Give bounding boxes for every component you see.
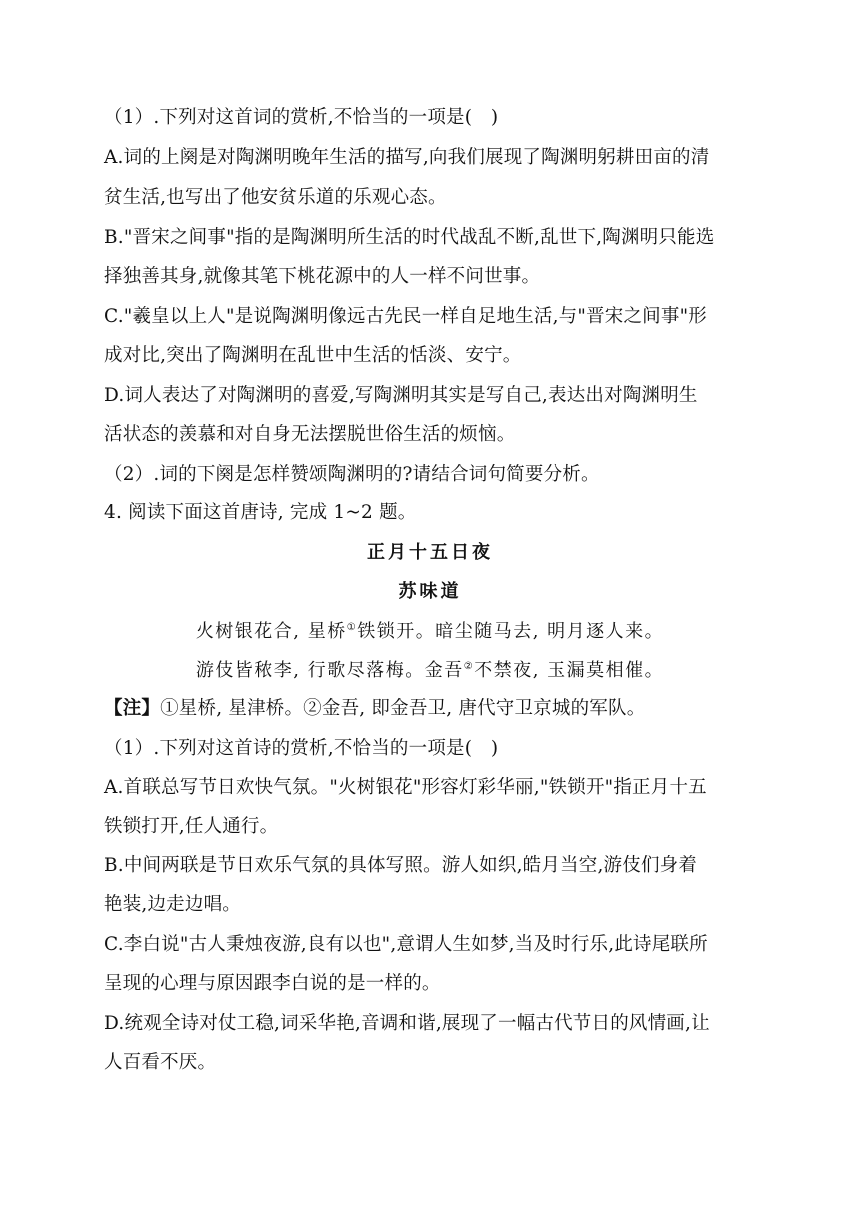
q3-option-b-line2: 择独善其身,就像其笔下桃花源中的人一样不问世事。 — [104, 266, 541, 287]
q4-option-a-line1: A.首联总写节日欢快气氛。"火树银花"形容灯彩华丽,"铁锁开"指正月十五 — [104, 777, 707, 798]
footnote-marker-1: ① — [346, 622, 358, 633]
q3-option-a-line1: A.词的上阕是对陶渊明晚年生活的描写,向我们展现了陶渊明躬耕田亩的清 — [104, 147, 710, 168]
q3-sub2-question: （2）.词的下阕是怎样赞颂陶渊明的?请结合词句简要分析。 — [104, 464, 600, 485]
footnote-marker-2: ② — [463, 661, 475, 672]
q3-option-c-line1: C."羲皇以上人"是说陶渊明像远古先民一样自足地生活,与"晋宋之间事"形 — [104, 306, 707, 327]
q4-option-b-line1: B.中间两联是节日欢乐气氛的具体写照。游人如织,皓月当空,游伎们身着 — [104, 855, 698, 876]
q4-option-d-line2: 人百看不厌。 — [104, 1052, 217, 1073]
note-label: 【注】 — [104, 698, 161, 719]
q4-option-c-line2: 呈现的心理与原因跟李白说的是一样的。 — [104, 973, 441, 994]
q3-option-b-line1: B."晋宋之间事"指的是陶渊明所生活的时代战乱不断,乱世下,陶渊明只能选 — [104, 227, 715, 248]
poem-line-1-part-b: 铁锁开。暗尘随马去, 明月逐人来。 — [357, 621, 665, 642]
q4-sub1-stem: （1）.下列对这首诗的赏析,不恰当的一项是( ) — [104, 738, 499, 759]
poem-title: 正月十五日夜 — [367, 542, 493, 563]
q3-sub1-stem: （1）.下列对这首词的赏析,不恰当的一项是( ) — [104, 107, 499, 128]
note-text: ①星桥, 星津桥。②金吾, 即金吾卫, 唐代守卫京城的军队。 — [160, 698, 646, 719]
poem-line-1-part-a: 火树银花合, 星桥 — [195, 621, 347, 642]
q3-option-d-line2: 活状态的羡慕和对自身无法摆脱世俗生活的烦恼。 — [104, 424, 516, 445]
q4-option-d-line1: D.统观全诗对仗工稳,词采华艳,音调和谐,展现了一幅古代节日的风情画,让 — [104, 1013, 710, 1034]
poem-line-2 — [0, 659, 860, 683]
poem-note — [104, 697, 764, 721]
poem-line-1 — [0, 620, 860, 644]
q4-option-a-line2: 铁锁打开,任人通行。 — [104, 816, 279, 837]
q4-option-b-line2: 艳装,边走边唱。 — [104, 894, 241, 915]
poem-author: 苏味道 — [398, 581, 462, 602]
poem-line-2-part-a: 游伎皆秾李, 行歌尽落梅。金吾 — [195, 660, 464, 681]
poem-line-2-part-b: 不禁夜, 玉漏莫相催。 — [474, 660, 665, 681]
q3-option-d-line1: D.词人表达了对陶渊明的喜爱,写陶渊明其实是写自己,表达出对陶渊明生 — [104, 385, 698, 406]
q4-option-c-line1: C.李白说"古人秉烛夜游,良有以也",意谓人生如梦,当及时行乐,此诗尾联所 — [104, 934, 708, 955]
q3-option-c-line2: 成对比,突出了陶渊明在乱世中生活的恬淡、安宁。 — [104, 345, 522, 366]
q3-option-a-line2: 贫生活,也写出了他安贫乐道的乐观心态。 — [104, 187, 447, 208]
q4-intro: 4. 阅读下面这首唐诗, 完成 1~2 题。 — [104, 502, 417, 523]
